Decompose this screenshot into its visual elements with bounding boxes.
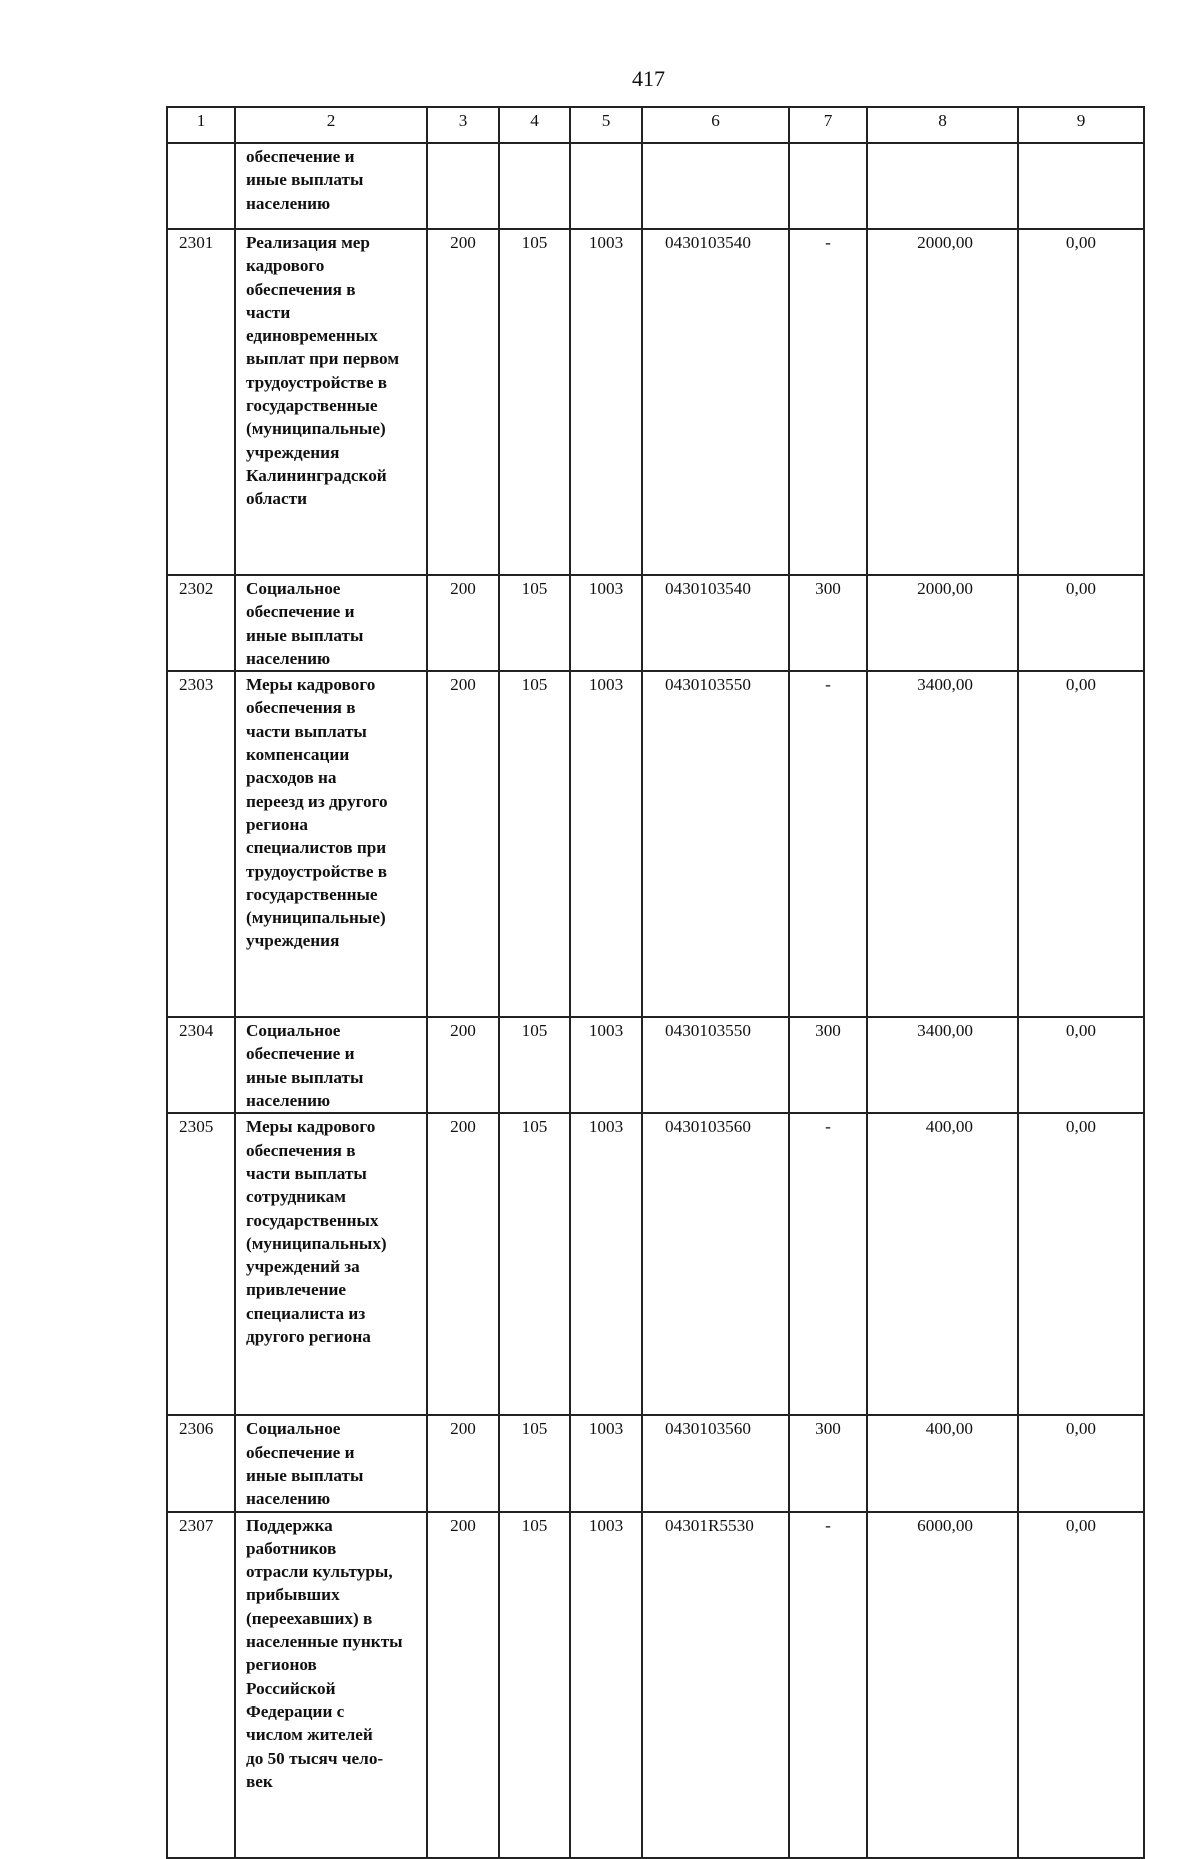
target-code-cell	[642, 143, 789, 229]
amount-cell: 400,00	[867, 1113, 1018, 1415]
column-header: 6	[642, 107, 789, 143]
header-row	[167, 107, 1144, 143]
code-3-cell: 200	[427, 671, 499, 1017]
row-number-cell: 2301	[167, 229, 235, 575]
code-5-cell: 1003	[570, 671, 642, 1017]
code-5-cell: 1003	[570, 1415, 642, 1511]
column-header: 3	[427, 107, 499, 143]
code-3-cell: 200	[427, 1113, 499, 1415]
amount-2-cell	[1018, 143, 1144, 229]
column-header: 8	[867, 107, 1018, 143]
column-header: 2	[235, 107, 427, 143]
expense-type-cell: 300	[789, 1415, 867, 1511]
code-5-cell: 1003	[570, 1113, 642, 1415]
code-4-cell: 105	[499, 1512, 570, 1858]
table-row	[167, 575, 1144, 671]
expense-type-cell: -	[789, 1512, 867, 1858]
code-5-cell: 1003	[570, 1512, 642, 1858]
code-3-cell	[427, 143, 499, 229]
row-number-cell: 2304	[167, 1017, 235, 1113]
code-5-cell: 1003	[570, 1017, 642, 1113]
expense-type-cell: -	[789, 671, 867, 1017]
amount-cell: 6000,00	[867, 1512, 1018, 1858]
amount-cell: 2000,00	[867, 575, 1018, 671]
page-number: 417	[632, 66, 665, 91]
code-5-cell: 1003	[570, 575, 642, 671]
amount-2-cell: 0,00	[1018, 575, 1144, 671]
row-number-cell: 2306	[167, 1415, 235, 1511]
table-row	[167, 1017, 1144, 1113]
expense-type-cell	[789, 143, 867, 229]
amount-cell	[867, 143, 1018, 229]
code-4-cell: 105	[499, 1017, 570, 1113]
row-number-cell: 2305	[167, 1113, 235, 1415]
code-4-cell: 105	[499, 229, 570, 575]
amount-cell: 2000,00	[867, 229, 1018, 575]
item-name-cell: Социальное обеспечение и иные выплаты населению	[235, 1415, 427, 1511]
table-row	[167, 1113, 1144, 1415]
code-5-cell: 1003	[570, 229, 642, 575]
expense-type-cell: 300	[789, 575, 867, 671]
column-header: 7	[789, 107, 867, 143]
amount-2-cell: 0,00	[1018, 229, 1144, 575]
target-code-cell: 0430103550	[642, 1017, 789, 1113]
item-name-cell: обеспечение и иные выплаты населению	[235, 143, 427, 229]
amount-cell: 3400,00	[867, 1017, 1018, 1113]
column-header: 4	[499, 107, 570, 143]
amount-cell: 400,00	[867, 1415, 1018, 1511]
code-3-cell: 200	[427, 1415, 499, 1511]
target-code-cell: 0430103540	[642, 575, 789, 671]
expense-type-cell: -	[789, 229, 867, 575]
target-code-cell: 0430103560	[642, 1415, 789, 1511]
item-name-cell: Меры кадрового обеспечения в части выплаты сотрудникам государственных (муниципальных) учреждений за привлечение специалиста из другого региона	[235, 1113, 427, 1415]
item-name-cell: Поддержка работников отрасли культуры, прибывших (переехавших) в населенные пункты регионов Российской Федерации с числом жителей до 50 тысяч чело- век	[235, 1512, 427, 1858]
row-number-cell: 2307	[167, 1512, 235, 1858]
amount-2-cell: 0,00	[1018, 1113, 1144, 1415]
code-4-cell: 105	[499, 575, 570, 671]
target-code-cell: 0430103540	[642, 229, 789, 575]
column-header: 5	[570, 107, 642, 143]
row-number-cell	[167, 143, 235, 229]
item-name-cell: Меры кадрового обеспечения в части выплаты компенсации расходов на переезд из другого региона специалистов при трудоустройстве в государственные (муниципальные) учреждения	[235, 671, 427, 1017]
expense-type-cell: -	[789, 1113, 867, 1415]
table-row	[167, 143, 1144, 229]
item-name-cell: Социальное обеспечение и иные выплаты населению	[235, 575, 427, 671]
code-4-cell: 105	[499, 671, 570, 1017]
row-number-cell: 2303	[167, 671, 235, 1017]
item-name-cell: Реализация мер кадрового обеспечения в части единовременных выплат при первом трудоустройстве в государственные (муниципальные) учреждения Калининградской области	[235, 229, 427, 575]
amount-2-cell: 0,00	[1018, 1512, 1144, 1858]
column-header: 1	[167, 107, 235, 143]
code-4-cell: 105	[499, 1113, 570, 1415]
amount-2-cell: 0,00	[1018, 1415, 1144, 1511]
code-3-cell: 200	[427, 229, 499, 575]
code-4-cell	[499, 143, 570, 229]
code-3-cell: 200	[427, 1017, 499, 1113]
row-number-cell: 2302	[167, 575, 235, 671]
table-row	[167, 229, 1144, 575]
target-code-cell: 04301R5530	[642, 1512, 789, 1858]
target-code-cell: 0430103550	[642, 671, 789, 1017]
amount-2-cell: 0,00	[1018, 1017, 1144, 1113]
target-code-cell: 0430103560	[642, 1113, 789, 1415]
code-3-cell: 200	[427, 575, 499, 671]
budget-table	[166, 106, 1145, 1859]
table-row	[167, 671, 1144, 1017]
amount-2-cell: 0,00	[1018, 671, 1144, 1017]
table-row	[167, 1415, 1144, 1511]
expense-type-cell: 300	[789, 1017, 867, 1113]
code-3-cell: 200	[427, 1512, 499, 1858]
item-name-cell: Социальное обеспечение и иные выплаты населению	[235, 1017, 427, 1113]
code-4-cell: 105	[499, 1415, 570, 1511]
table-row	[167, 1512, 1144, 1858]
column-header: 9	[1018, 107, 1144, 143]
amount-cell: 3400,00	[867, 671, 1018, 1017]
code-5-cell	[570, 143, 642, 229]
